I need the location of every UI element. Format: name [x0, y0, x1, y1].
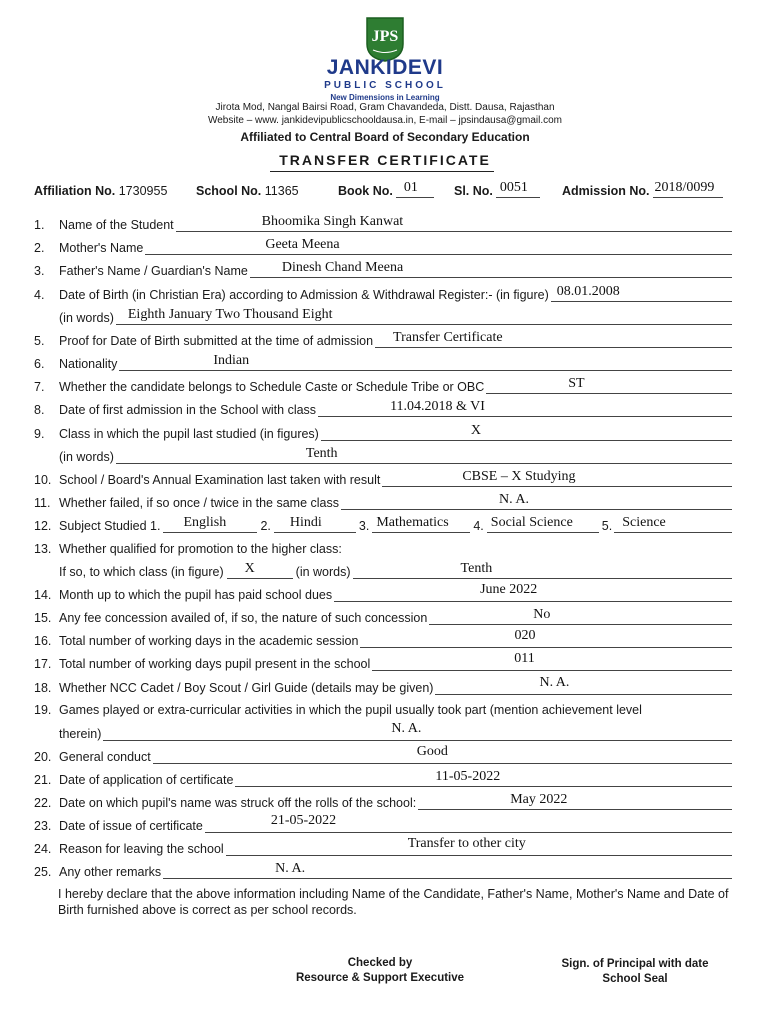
serial-number-value: 0051 [499, 180, 528, 195]
school-seal-label: School Seal [602, 973, 668, 985]
last-class-figure-value: X [470, 423, 481, 438]
field-failed: 11. Whether failed, if so once / twice in the same class N. A. [34, 490, 732, 510]
field-games: 19. Games played or extra-curricular activities in which the pupil usually took part (mention achievement level [34, 703, 642, 717]
dues-paid-value: June 2022 [480, 582, 538, 597]
student-name-value: Bhoomika Singh Kanwat [261, 214, 404, 229]
field-dues-paid: 14. Month up to which the pupil has paid school dues June 2022 [34, 582, 732, 602]
field-last-class-words: (in words) Tenth [34, 444, 732, 464]
board-exam-value: CBSE – X Studying [462, 469, 576, 484]
field-promotion: 13. Whether qualified for promotion to the higher class: [34, 542, 342, 556]
fee-concession-value: No [533, 607, 551, 622]
affiliation-number-value: 1730955 [118, 184, 168, 198]
field-father-name: 3. Father's Name / Guardian's Name Dinesh Chand Meena [34, 258, 732, 278]
serial-number: Sl. No. 0051 [454, 184, 543, 198]
ncc-scout-value: N. A. [539, 675, 570, 690]
failed-value: N. A. [499, 492, 529, 507]
affiliation-line: Affiliated to Central Board of Secondary Education [240, 130, 530, 144]
days-present-value: 011 [514, 651, 535, 666]
field-other-remarks: 25. Any other remarks N. A. [34, 859, 732, 879]
school-subtitle: PUBLIC SCHOOL [324, 80, 446, 91]
dob-figure-value: 08.01.2008 [556, 284, 620, 299]
field-fee-concession: 15. Any fee concession availed of, if so, the nature of such concession No [34, 605, 732, 625]
school-address: Jirota Mod, Nangal Bairsi Road, Gram Chavandeda, Distt. Dausa, Rajasthan [215, 102, 555, 113]
nationality-value: Indian [213, 353, 250, 368]
principal-signature [540, 957, 730, 987]
first-admission-value: 11.04.2018 & VI [390, 399, 485, 414]
games-value: N. A. [391, 721, 422, 736]
field-issue-date: 23. Date of issue of certificate 21-05-2022 [34, 813, 732, 833]
field-board-exam: 10. School / Board's Annual Examination last taken with result CBSE – X Studying [34, 467, 732, 487]
promotion-class-figure: X [244, 561, 255, 576]
field-last-class-figure: 9. Class in which the pupil last studied (in figures) X [34, 421, 732, 441]
school-name: JANKIDEVI [326, 56, 444, 79]
application-date-value: 11-05-2022 [435, 769, 501, 784]
certificate-title: TRANSFER CERTIFICATE [279, 152, 491, 168]
school-number: School No. 11365 [196, 184, 299, 198]
school-website-email: Website – www. jankidevipublicschooldausa.in, E-mail – jpsindausa@gmail.com [207, 115, 563, 126]
principal-sign-label: Sign. of Principal with date [561, 958, 709, 970]
field-dob-proof: 5. Proof for Date of Birth submitted at the time of admission Transfer Certificate [34, 328, 732, 348]
field-first-admission: 8. Date of first admission in the School with class 11.04.2018 & VI [34, 397, 732, 417]
svg-text:JPS: JPS [371, 28, 399, 45]
struck-off-date-value: May 2022 [510, 792, 568, 807]
last-class-words-value: Tenth [305, 446, 338, 461]
book-number-value: 01 [403, 180, 418, 195]
field-working-days: 16. Total number of working days in the academic session 020 [34, 628, 732, 648]
field-leaving-reason: 24. Reason for leaving the school Transfer to other city [34, 836, 732, 856]
subject-2-value: Hindi [289, 515, 322, 530]
promotion-class-words: Tenth [460, 561, 493, 576]
dob-proof-value: Transfer Certificate [393, 330, 503, 345]
field-student-name: 1. Name of the Student Bhoomika Singh Kanwat [34, 212, 732, 232]
school-tagline: New Dimensions in Learning [330, 93, 440, 102]
category-value: ST [568, 376, 585, 391]
field-games-therein: therein) N. A. [34, 721, 732, 741]
checked-by-label: Checked by [347, 957, 413, 969]
checked-by-role: Resource & Support Executive [295, 972, 465, 984]
field-application-date: 21. Date of application of certificate 11-05-2022 [34, 767, 732, 787]
field-nationality: 6. Nationality Indian [34, 351, 732, 371]
leaving-reason-value: Transfer to other city [407, 836, 526, 851]
field-subjects: 12. Subject Studied 1. English 2. Hindi 3. Mathematics 4. Social Science 5. Science [34, 513, 732, 533]
field-date-of-birth: 4. Date of Birth (in Christian Era) according to Admission & Withdrawal Register:- (in figure) 08.01.2008 [34, 282, 732, 302]
field-general-conduct: 20. General conduct Good [34, 744, 732, 764]
field-mother-name: 2. Mother's Name Geeta Meena [34, 235, 732, 255]
school-logo-icon [363, 14, 407, 62]
dob-words-value: Eighth January Two Thousand Eight [127, 307, 333, 322]
declaration-text: I hereby declare that the above information including Name of the Candidate, Father's Name, Mother's Name and Date of Birth furnished above is correct as per school records. [58, 887, 729, 917]
field-days-present: 17. Total number of working days pupil present in the school 011 [34, 651, 732, 671]
field-category: 7. Whether the candidate belongs to Schedule Caste or Schedule Tribe or OBC ST [34, 374, 732, 394]
general-conduct-value: Good [416, 744, 448, 759]
checked-by-signature [280, 956, 480, 986]
subject-4-value: Social Science [490, 515, 573, 530]
field-ncc-scout: 18. Whether NCC Cadet / Boy Scout / Girl Guide (details may be given) N. A. [34, 675, 732, 695]
school-number-value: 11365 [264, 184, 299, 198]
subject-5-value: Science [622, 515, 666, 530]
mother-name-value: Geeta Meena [265, 237, 340, 252]
subject-3-value: Mathematics [376, 515, 449, 530]
other-remarks-value: N. A. [275, 861, 306, 876]
father-name-value: Dinesh Chand Meena [281, 260, 404, 275]
field-promotion-class: If so, to which class (in figure) X (in words) Tenth [34, 559, 732, 579]
title-underline [270, 171, 494, 172]
affiliation-number: Affiliation No. 1730955 [34, 184, 168, 198]
admission-number: Admission No. 2018/0099 [562, 184, 726, 198]
book-number: Book No. 01 [338, 184, 437, 198]
issue-date-value: 21-05-2022 [270, 813, 337, 828]
subject-1-value: English [183, 515, 227, 530]
working-days-value: 020 [514, 628, 536, 643]
field-struck-off-date: 22. Date on which pupil's name was struck off the rolls of the school: May 2022 [34, 790, 732, 810]
field-dob-words: (in words) Eighth January Two Thousand Eight [34, 305, 732, 325]
admission-number-value: 2018/0099 [654, 180, 715, 195]
